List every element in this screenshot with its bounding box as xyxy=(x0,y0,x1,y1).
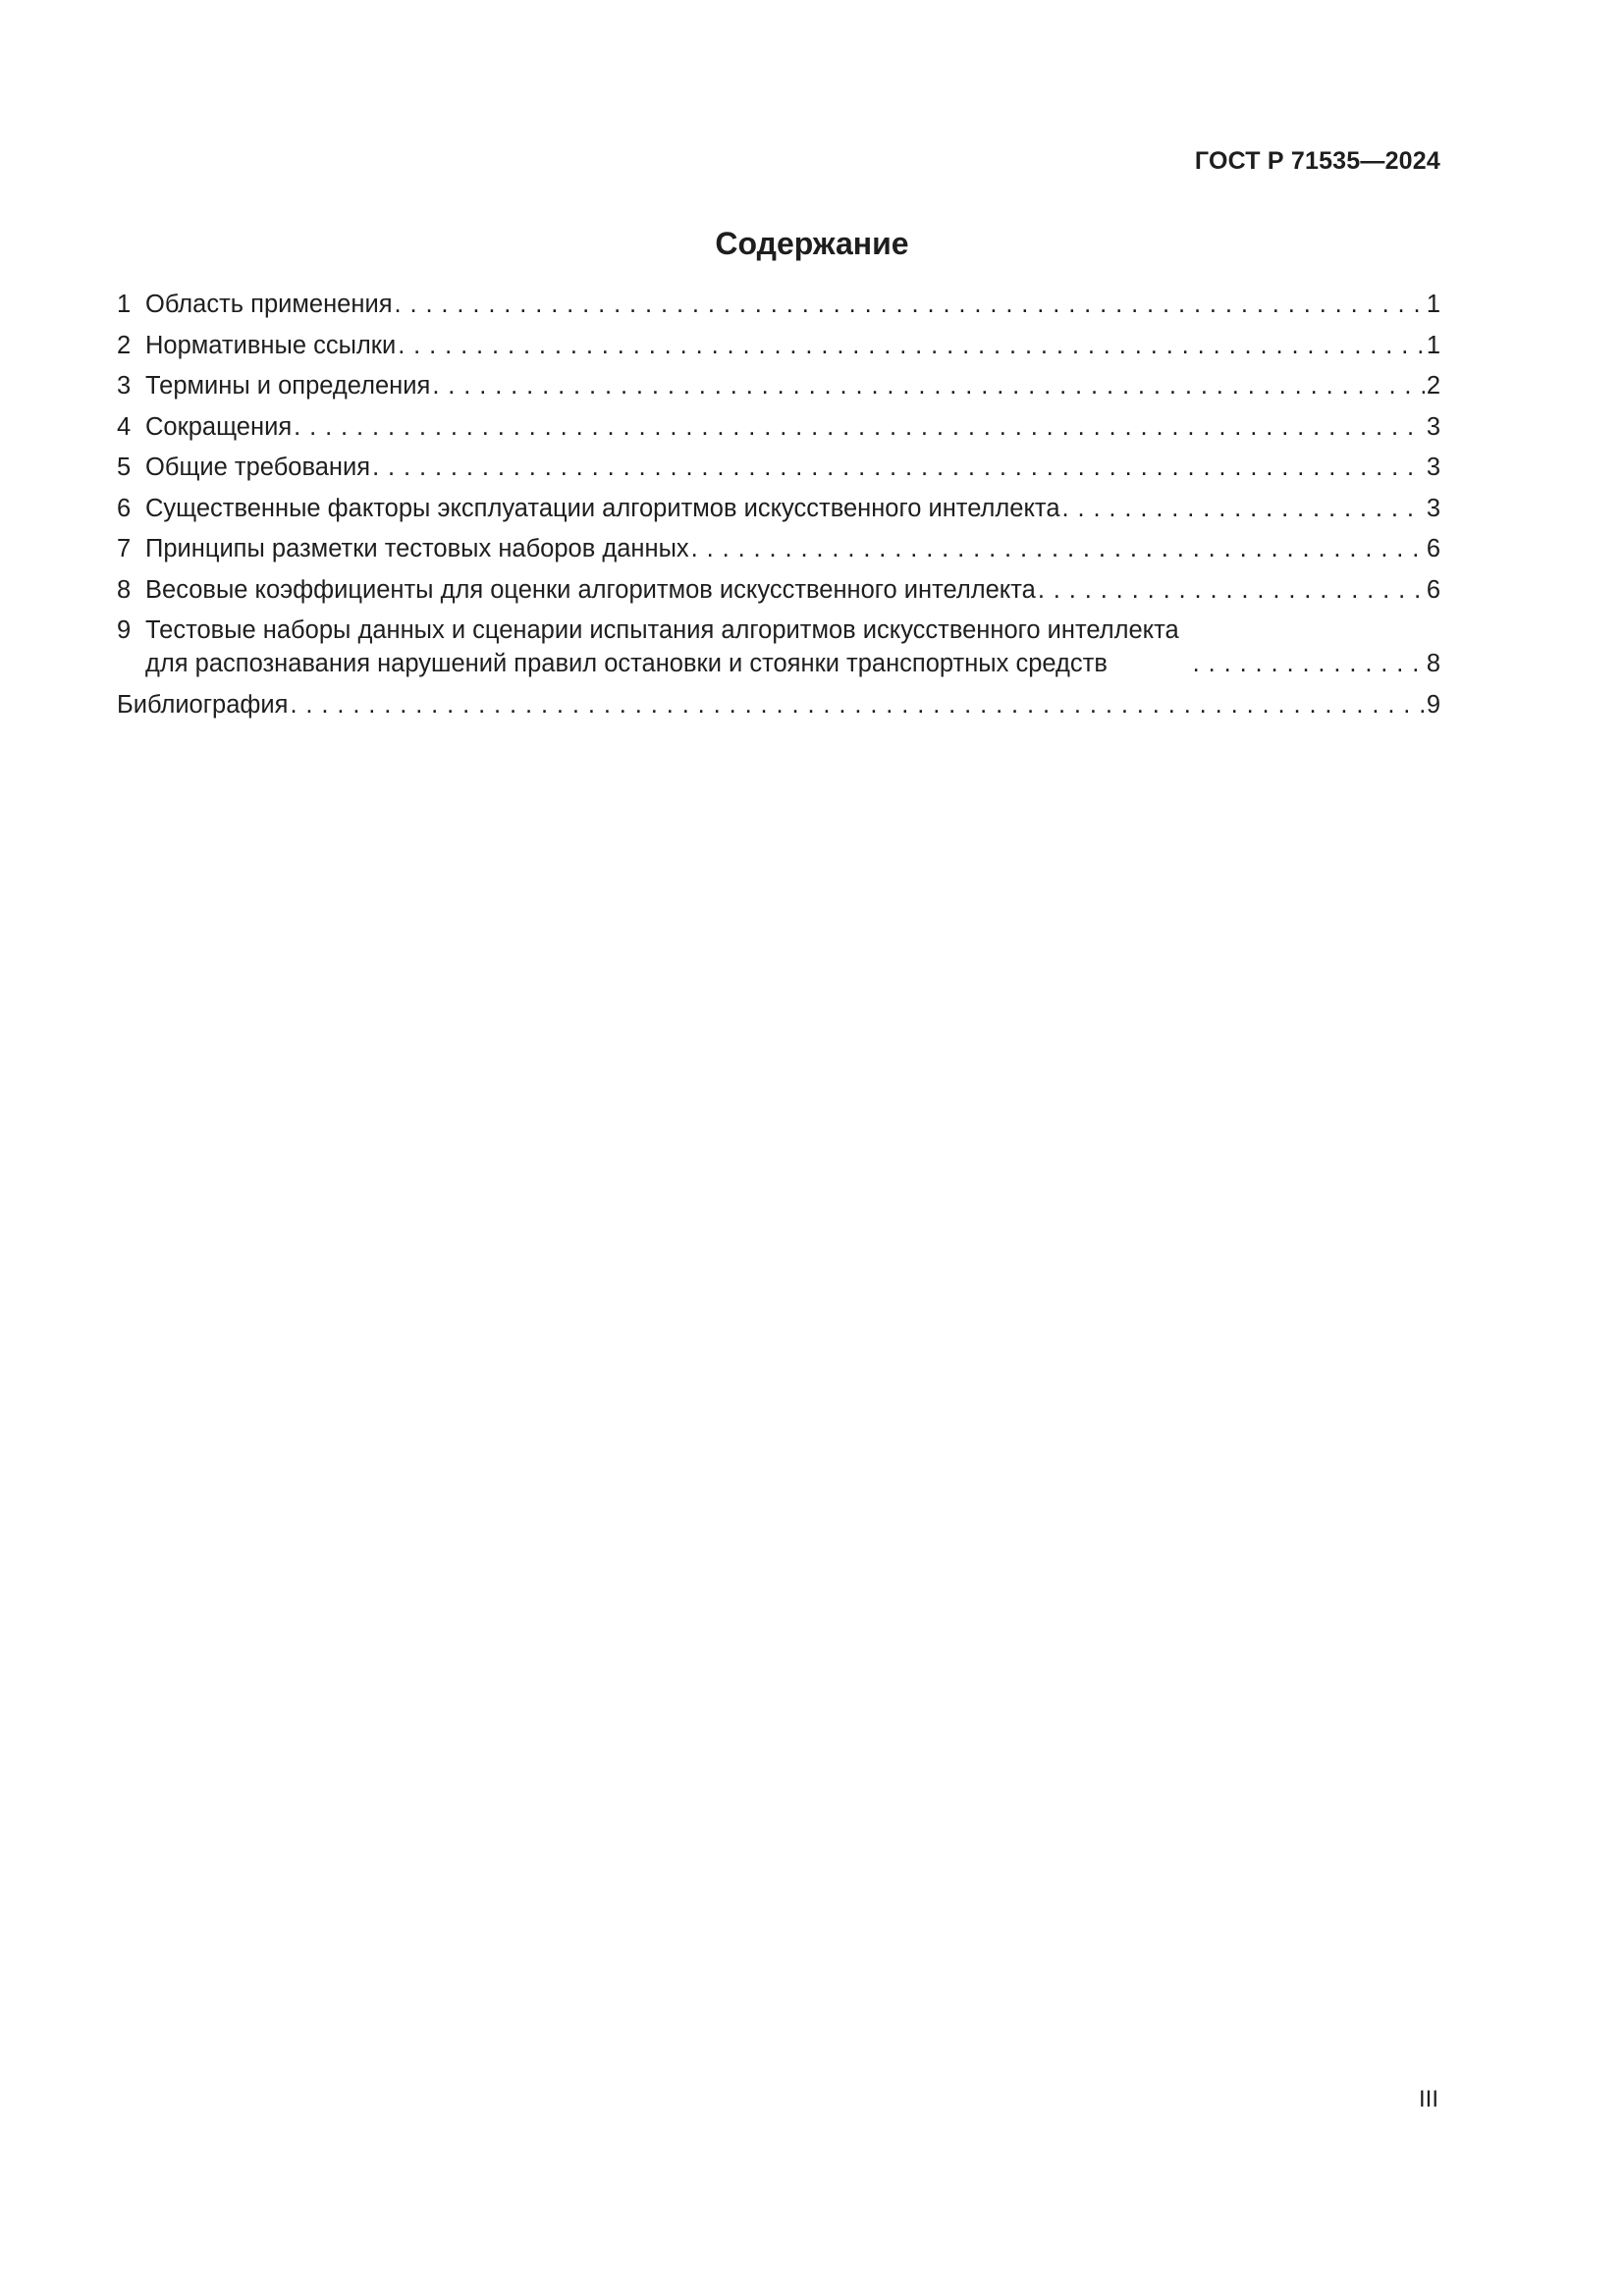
toc-entry-title: Нормативные ссылки xyxy=(145,331,397,359)
toc-entry-number: 9 xyxy=(117,616,132,644)
toc-entry-test-datasets[interactable] xyxy=(117,614,1440,680)
toc-entry-number: 1 xyxy=(117,291,132,318)
toc-entry-page: 1 xyxy=(1426,331,1440,359)
toc-entry-title: Общие требования xyxy=(145,454,371,481)
toc-entry-general-requirements[interactable] xyxy=(117,451,1440,484)
toc-leader-dots xyxy=(1038,573,1425,607)
toc-leader-dots xyxy=(372,451,1425,484)
toc-leader-dots xyxy=(691,532,1425,565)
toc-entry-number: 8 xyxy=(117,575,132,604)
toc-entry-title: Библиография xyxy=(117,690,289,719)
toc-entry-number: 3 xyxy=(117,372,132,400)
toc-entry-title: Весовые коэффициенты для оценки алгоритмов искусственного интеллекта xyxy=(145,575,1036,604)
toc-entry-title: Область применения xyxy=(145,291,393,318)
toc-entry-page: 1 xyxy=(1426,291,1440,318)
toc-entry-page: 3 xyxy=(1426,454,1440,481)
toc-leader-dots xyxy=(398,329,1425,362)
toc-entry-number: 4 xyxy=(117,412,132,441)
toc-entry-terms-definitions[interactable] xyxy=(117,369,1440,402)
document-code: ГОСТ Р 71535—2024 xyxy=(1194,147,1440,175)
page-number: III xyxy=(1418,2086,1438,2112)
toc-entry-page: 3 xyxy=(1426,412,1440,441)
toc-entry-page: 3 xyxy=(1426,494,1440,522)
toc-entry-normative-references[interactable] xyxy=(117,329,1440,362)
toc-entry-number: 6 xyxy=(117,494,132,522)
toc-entry-page: 2 xyxy=(1426,372,1440,400)
toc-entry-number: 5 xyxy=(117,454,132,481)
table-of-contents xyxy=(117,288,1440,728)
toc-leader-dots xyxy=(290,688,1424,721)
toc-entry-bibliography[interactable] xyxy=(117,688,1440,721)
toc-entry-title: Термины и определения xyxy=(145,372,431,400)
toc-entry-page: 8 xyxy=(1426,650,1440,677)
toc-entry-number: 7 xyxy=(117,535,132,562)
toc-entry-number: 2 xyxy=(117,331,132,359)
toc-entry-operating-factors[interactable] xyxy=(117,492,1440,525)
toc-title: Содержание xyxy=(715,226,909,261)
toc-entry-weight-coefficients[interactable] xyxy=(117,573,1440,607)
toc-entry-scope[interactable] xyxy=(117,288,1440,321)
toc-entry-title-line-1: Тестовые наборы данных и сценарии испытания алгоритмов искусственного интеллекта xyxy=(145,616,1179,644)
toc-entry-title xyxy=(145,614,1179,680)
toc-leader-dots xyxy=(294,410,1425,444)
toc-entry-title: Принципы разметки тестовых наборов данных xyxy=(145,535,689,562)
toc-entry-title-line-2: для распознавания нарушений правил остановки и стоянки транспортных средств xyxy=(145,650,1108,677)
toc-entry-abbreviations[interactable] xyxy=(117,410,1440,444)
toc-entry-labeling-principles[interactable] xyxy=(117,532,1440,565)
toc-entry-page: 9 xyxy=(1426,690,1440,719)
toc-leader-dots xyxy=(395,288,1425,321)
toc-entry-page: 6 xyxy=(1426,575,1440,604)
toc-entry-title: Сокращения xyxy=(145,412,293,441)
toc-leader-dots xyxy=(1062,492,1425,525)
toc-leader-dots xyxy=(1193,647,1425,680)
toc-entry-page: 6 xyxy=(1426,535,1440,562)
toc-leader-dots xyxy=(432,369,1425,402)
toc-entry-title: Существенные факторы эксплуатации алгоритмов искусственного интеллекта xyxy=(145,494,1060,522)
